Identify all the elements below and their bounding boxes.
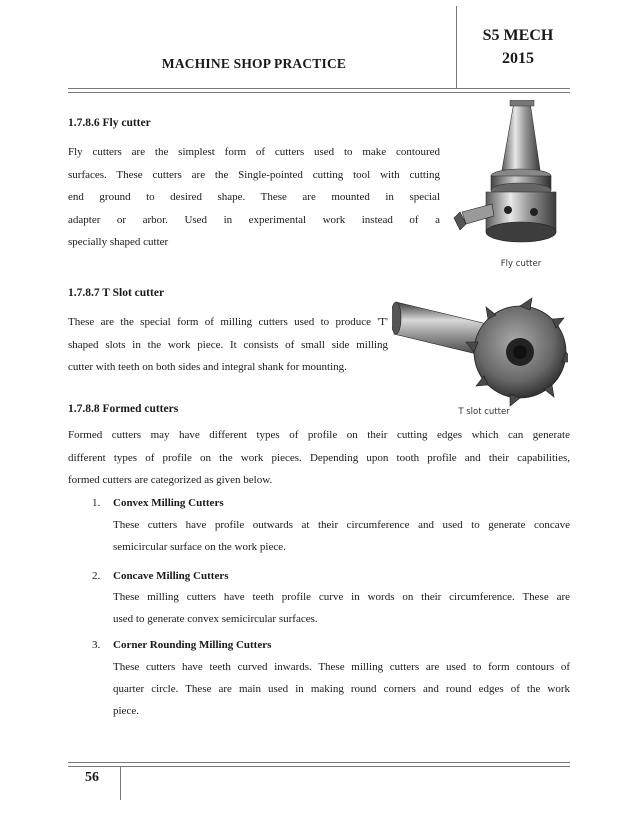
course-code-line1: S5 MECH (482, 27, 554, 44)
list-item-number: 2. (92, 570, 101, 582)
section-heading-t-slot-cutter: 1.7.8.7 T Slot cutter (68, 287, 165, 299)
list-line: These cutters have profile outwards at their circumference and used to generate concave (113, 519, 570, 531)
header-divider-horizontal (68, 88, 570, 93)
list-item-title-convex: Convex Milling Cutters (113, 497, 224, 509)
section-heading-fly-cutter: 1.7.8.6 Fly cutter (68, 117, 151, 129)
formed-cutters-paragraph (68, 424, 570, 492)
footer-divider-horizontal (68, 762, 570, 767)
section-heading-formed-cutters: 1.7.8.8 Formed cutters (68, 403, 179, 415)
fly-cutter-caption: Fly cutter (500, 259, 542, 269)
list-line: used to generate convex semicircular surfaces. (113, 613, 318, 625)
paragraph-line: shaped slots in the work piece. It consists of small side milling (68, 338, 388, 351)
paragraph-line: formed cutters are categorized as given below. (68, 474, 273, 486)
list-line: semicircular surface on the work piece. (113, 541, 286, 553)
paragraph-line: Fly cutters are the simplest form of cutters used to make contoured (68, 146, 440, 158)
course-code-block (470, 24, 566, 70)
paragraph-line: Formed cutters may have different types of profile on their cutting edges which can generate (68, 429, 570, 441)
paragraph-line: surfaces. These cutters are the Single-pointed cutting tool with cutting (68, 168, 440, 181)
paragraph-line: specially shaped cutter (68, 236, 169, 248)
list-item-body-concave (113, 586, 570, 630)
t-slot-cutter-paragraph (68, 311, 388, 379)
header-divider-vertical (456, 6, 457, 88)
list-line: piece. (113, 705, 139, 717)
list-line: quarter circle. These are main used in making round corners and round edges of the work (113, 683, 570, 695)
course-code-line2: 2015 (502, 50, 534, 67)
paragraph-line: cutter with teeth on both sides and integral shank for mounting. (68, 361, 347, 373)
paragraph-line: end ground to desired shape. These are mounted in special (68, 191, 440, 203)
fly-cutter-image (444, 100, 568, 272)
list-item-title-corner-rounding: Corner Rounding Milling Cutters (113, 639, 272, 651)
list-item-number: 1. (92, 497, 101, 509)
fly-cutter-paragraph (68, 141, 440, 254)
list-line: These cutters have teeth curved inwards. These milling cutters are used to form contours of (113, 661, 570, 673)
list-item-body-convex (113, 514, 570, 558)
list-item-number: 3. (92, 639, 101, 651)
t-slot-cutter-image (392, 280, 568, 420)
list-item-title-concave: Concave Milling Cutters (113, 570, 229, 582)
list-line: These milling cutters have teeth profile curve in words on their circumference. These are (113, 591, 570, 603)
page-number: 56 (85, 770, 99, 785)
paragraph-line: These are the special form of milling cutters used to produce 'T' (68, 316, 388, 328)
list-item-body-corner-rounding (113, 656, 570, 722)
paragraph-line: different types of profile on the work pieces. Depending upon tooth profile and their capabilities, (68, 451, 570, 464)
footer-divider-vertical (120, 766, 121, 800)
running-header-title: MACHINE SHOP PRACTICE (161, 56, 347, 71)
t-slot-cutter-caption: T slot cutter (458, 407, 510, 417)
paragraph-line: adapter or arbor. Used in experimental work instead of a (68, 213, 440, 226)
